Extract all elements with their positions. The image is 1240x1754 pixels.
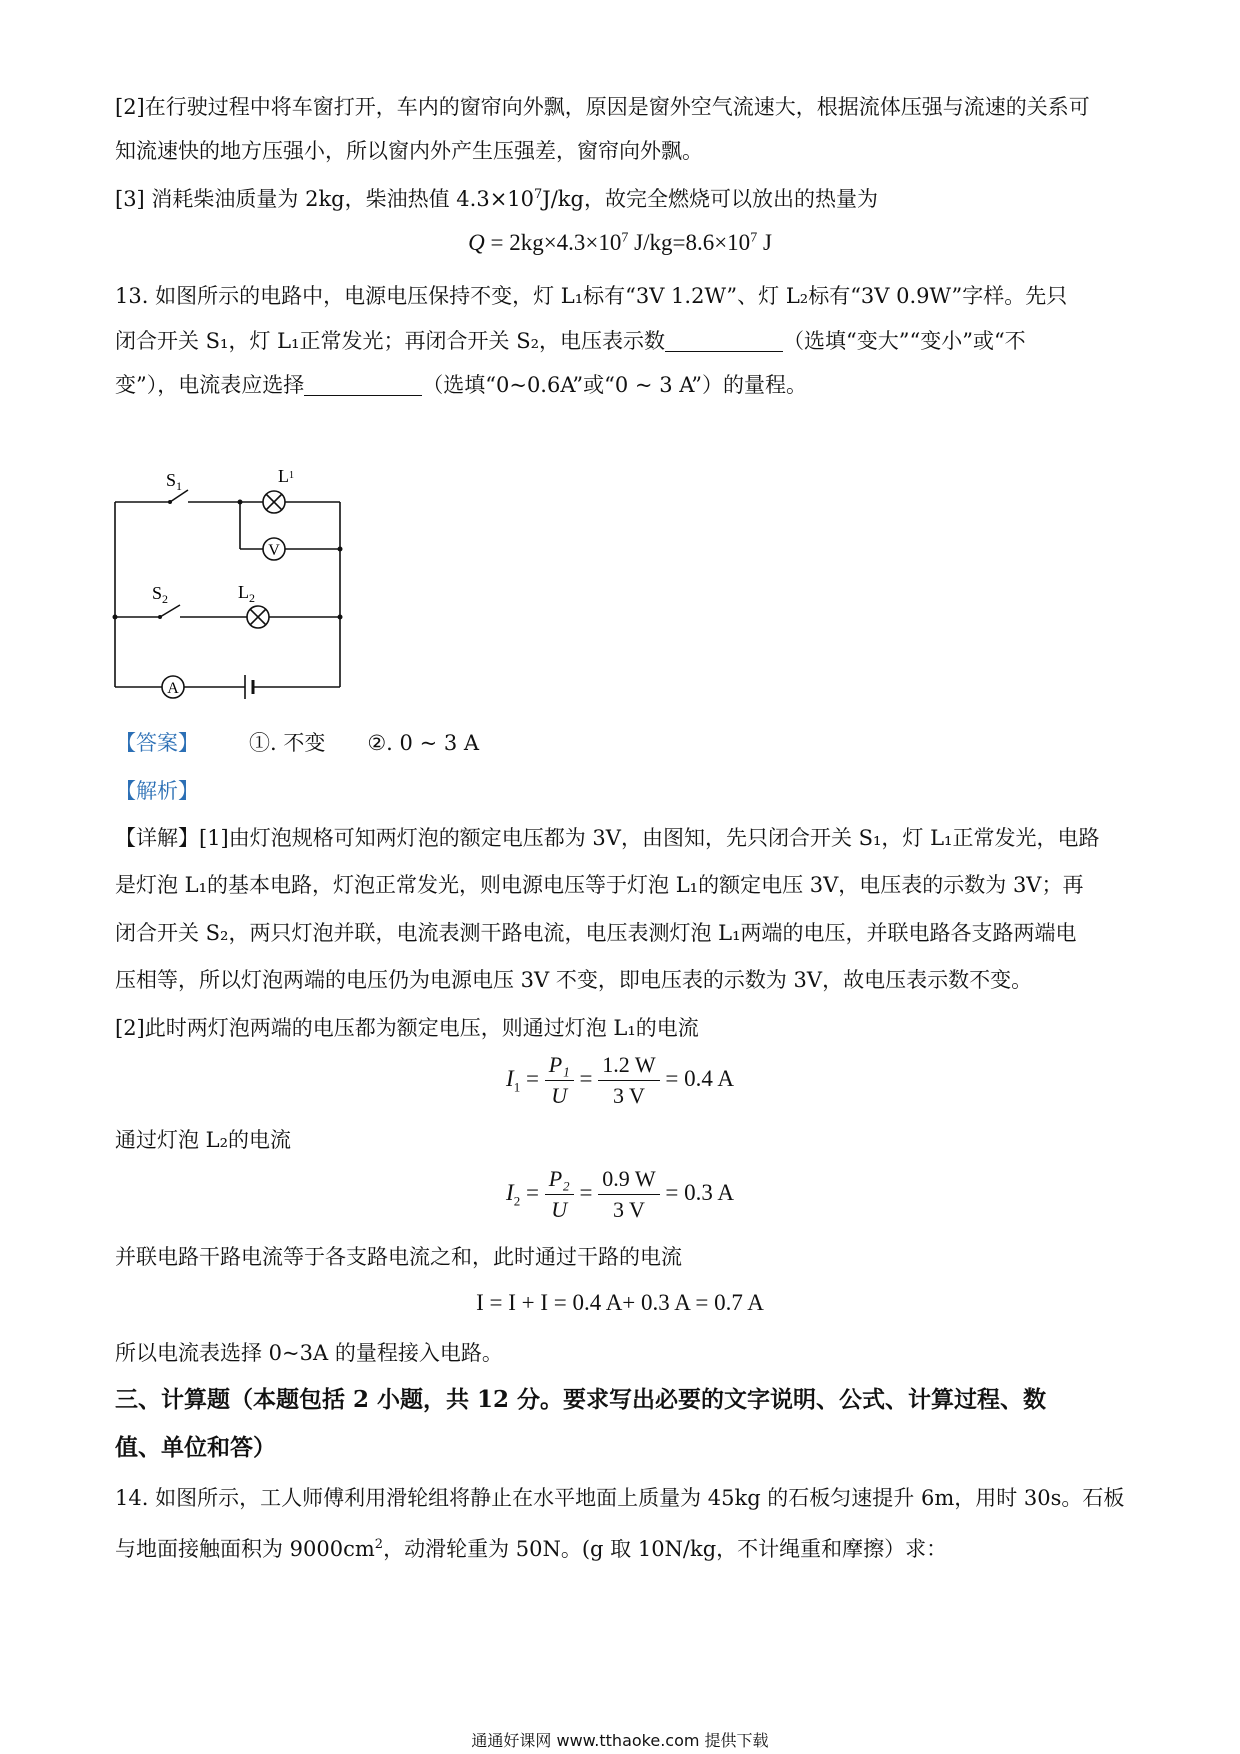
q12-part2-line2: 知流速快的地方压强小，所以窗内外产生压强差，窗帘向外飘。 (115, 139, 703, 163)
q12-part2-line1: [2]在行驶过程中将车窗打开，车内的窗帘向外飘，原因是窗外空气流速大，根据流体压强与流速的关系可 (115, 95, 1090, 119)
answer-tag: 【答案】 (115, 731, 199, 755)
s2-label: $S_2$ (152, 583, 169, 606)
lamp-l2-symbol (247, 606, 269, 628)
voltmeter-label: V (268, 542, 280, 559)
circuit-diagram (100, 462, 380, 702)
detail-line3: 闭合开关 S₂，两只灯泡并联，电流表测干路电流，电压表测灯泡 L₁两端的电压，并联电路各支路两端电 (115, 921, 1077, 945)
analysis-tag: 【解析】 (115, 779, 199, 803)
ammeter-symbol (162, 676, 184, 698)
q13-line2: 闭合开关 S₁，灯 L₁正常发光；再闭合开关 S₂，电压表示数 （选填“变大”“变小”或“不 (115, 329, 1026, 353)
answer-blank-1[interactable] (665, 329, 783, 352)
voltmeter-symbol (263, 538, 285, 560)
detail-line8: 所以电流表选择 0~3A 的量程接入电路。 (115, 1341, 503, 1365)
q14-line2: 与地面接触面积为 $9000cm^2$，动滑轮重为 50N。(g 取 10N/kg，不计绳重和摩擦）求： (115, 1537, 948, 1561)
section3-heading-line1: 三、计算题（本题包括 2 小题，共 12 分。要求写出必要的文字说明、公式、计算过程、数 (115, 1386, 1047, 1413)
q14-line1: 14. 如图所示，工人师傅利用滑轮组将静止在水平地面上质量为 45kg 的石板匀速提升 6m，用时 30s。石板 (115, 1486, 1125, 1510)
detail-line4: 压相等，所以灯泡两端的电压仍为电源电压 3V 不变，即电压表的示数为 3V，故电压表示数不变。 (115, 968, 1033, 992)
l2-label: $L_2$ (238, 582, 255, 605)
ammeter-label: A (167, 680, 179, 697)
detail-line5: [2]此时两灯泡两端的电压都为额定电压，则通过灯泡 L₁的电流 (115, 1016, 699, 1040)
q12-part3-line1: [3] 消耗柴油质量为 2kg，柴油热值 $4.3\times 10^7J/kg$，故完全燃烧可以放出的热量为 (115, 187, 878, 211)
page-footer: 通通好课网 www.tthaoke.com 提供下载 (471, 1731, 769, 1750)
q12-heat-formula: $Q = 2kg\times 4.3\times 10^7$ $J/kg=8.6\times 10^7$ J (468, 230, 772, 255)
q13-line1: 13. 如图所示的电路中，电源电压保持不变，灯 L₁标有“3V 1.2W”、灯 L₂标有“3V 0.9W”字样。先只 (115, 284, 1068, 308)
section3-heading-line2: 值、单位和答） (115, 1434, 276, 1461)
answer-2: ②. 0 ~ 3 A (367, 731, 480, 755)
l1-label: $L^1$ (278, 466, 294, 486)
detail-line6: 通过灯泡 L₂的电流 (115, 1128, 292, 1152)
equation-i1: $I_1$ = $\frac{\text{P₁}}{U}$ = $\frac{1.2 W}{3 V}$ = 0.4 A (506, 1052, 734, 1108)
q13-line3: 变”），电流表应选择 （选填“0~0.6A”或“0 ~ 3 A”）的量程。 (115, 373, 808, 397)
s1-label: $S_1$ (166, 470, 183, 493)
equation-total-current: I = I + I = 0.4 A+ 0.3 A = 0.7 A (476, 1290, 764, 1315)
lamp-l1-symbol (263, 491, 285, 513)
detail-line2: 是灯泡 L₁的基本电路，灯泡正常发光，则电源电压等于灯泡 L₁的额定电压 3V，电压表的示数为 3V；再 (115, 873, 1084, 897)
answer-blank-2[interactable] (304, 373, 422, 396)
answer-line (115, 728, 479, 758)
answer-1: ①. 不变 (249, 731, 326, 755)
detail-line7: 并联电路干路电流等于各支路电流之和，此时通过干路的电流 (115, 1245, 682, 1269)
equation-i2: $I_2$ = $\frac{\text{P₂}}{U}$ = $\frac{0.9 W}{3 V}$ = 0.3 A (506, 1166, 734, 1222)
detail-line1: 【详解】[1]由灯泡规格可知两灯泡的额定电压都为 3V，由图知，先只闭合开关 S₁，灯 L₁正常发光，电路 (115, 826, 1100, 850)
